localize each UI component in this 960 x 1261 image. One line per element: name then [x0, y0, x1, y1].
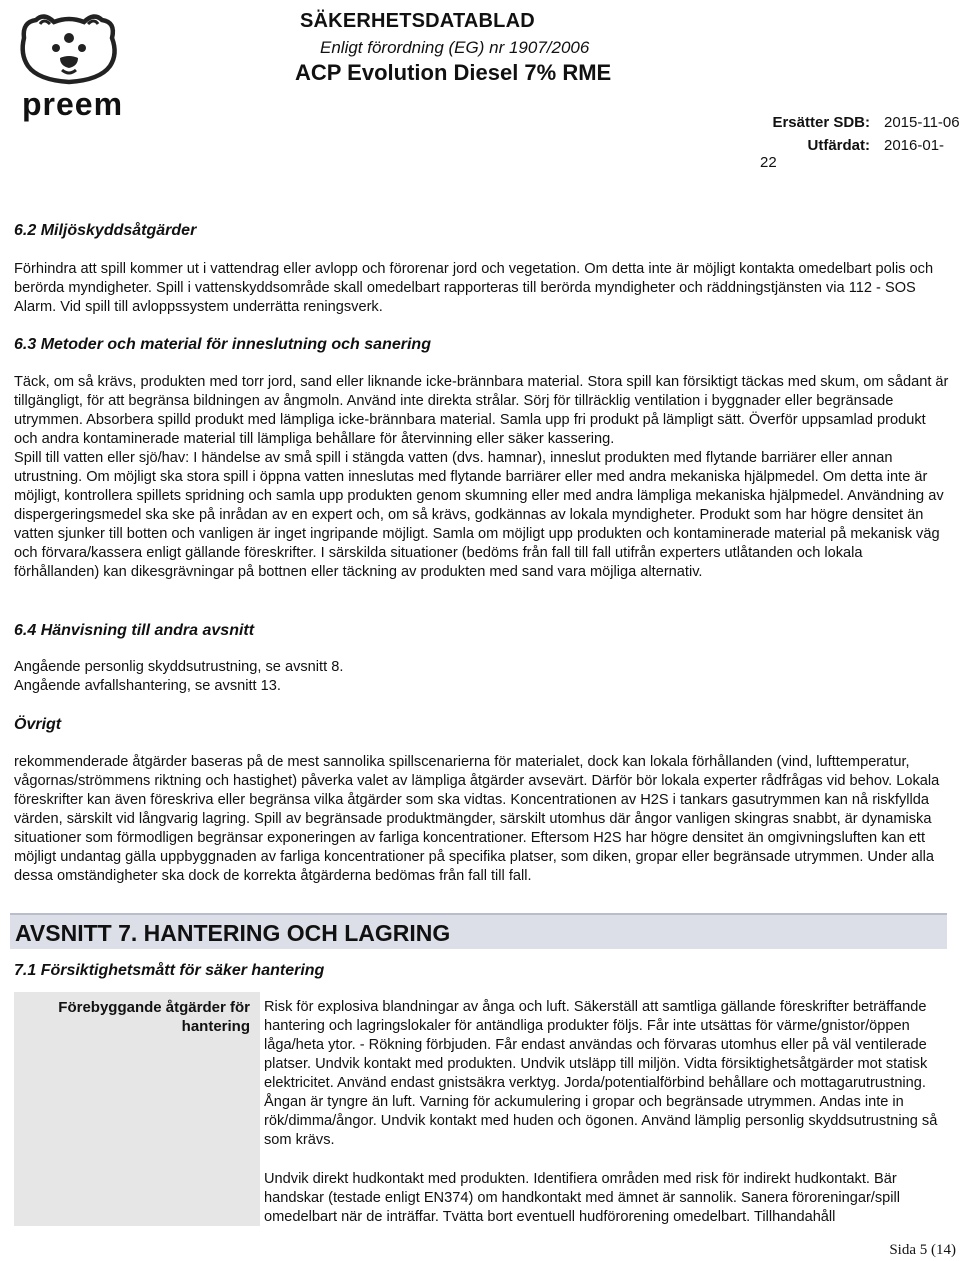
paragraph-6-3-a: Täck, om så krävs, produkten med torr jord, sand eller liknande icke-brännbara material. Stora spill kan försiktigt täckas med skum, om sådant är tillgängligt, för att begränsa bildningen av ångmoln. Använd inte direkta strålar. Sörj för tillräcklig ventilation i byggnader eller begränsade utrymmen. Absorbera spilld produkt med lämpliga icke-brännbara material. Samla upp fri produkt på lämpligt sätt. Överför uppsamlad produkt och andra kontaminerade material till lämpliga behållare för återvinning eller säker kassering. — [14, 374, 949, 447]
regulation-subtitle: Enligt förordning (EG) nr 1907/2006 — [320, 38, 590, 57]
heading-6-4: 6.4 Hänvisning till andra avsnitt — [14, 622, 255, 639]
heading-6-3: 6.3 Metoder och material för inneslutning och sanering — [14, 336, 431, 353]
page-number: Sida 5 (14) — [889, 1242, 956, 1258]
heading-6-2: 6.2 Miljöskyddsåtgärder — [14, 222, 197, 239]
replaces-row — [760, 114, 960, 131]
table-label-cell — [14, 992, 260, 1226]
section-7-banner — [10, 913, 947, 949]
paragraph-ovrigt: rekommenderade åtgärder baseras på de mest sannolika spillscenarierna för materialet, dock kan lokala förhållanden (vind, lufttemperatur, vågornas/strömmens riktning och hastighet) påverka valet av lämpliga åtgärder avsevärt. Därför bör lokala experter rådfrågas vid behov. Lokala föreskrifter kan även föreskriva eller begränsa vilka åtgärder som ska vidtas. Koncentrationen av H2S i tankars gasutrymmen kan nå riskfyllda värden, särskilt vid långvarig lagring. Spill av begränsade produktmängder, särskilt utomhus där ångor vanligen skingras snabbt, är dynamiska situationer som förmodligen begränsar exponeringen av farliga koncentrationer. Eftersom H2S har högre densitet än omgivningsluften kan ett möjligt undantag gälla uppbyggnaden av farliga koncentrationer på specifika platser, som diken, gropar eller begränsade utrymmen. Under alla dessa omständigheter ska dock de korrekta åtgärderna bedömas från fall till fall. — [14, 754, 940, 884]
heading-7-1: 7.1 Försiktighetsmått för säker hantering — [14, 962, 325, 979]
paragraph-6-2: Förhindra att spill kommer ut i vattendrag eller avlopp och förorenar jord och vegetation. Om detta inte är möjligt kontakta omedelbart polis och berörda myndigheter. Spill i vattenskyddsområde skall omedelbart rapporteras till berörda myndigheter och räddningstjänsten via 112 - SOS Alarm. Vid spill till avloppssystem underrätta reningsverk. — [14, 261, 934, 315]
handling-text-1: Risk för explosiva blandningar av ånga och luft. Säkerställ att samtliga gällande föreskrifter beträffande hantering och lagringslokaler för antändliga produkter följs. Får inte utsättas för värme/gnistor/öppen låga/heta ytor. - Rökning förbjuden. Får endast användas och förvaras utomhus eller på väl ventilerade platser. Undvik kontakt med produkten. Undvik utsläpp till miljön. Vidta försiktighetsåtgärder mot statisk elektricitet. Använd endast gnistsäkra verktyg. Jorda/potentialförbind behållare och mottagarutrustning. Ångan är tyngre än luft. Varning för ackumulering i gropar och begränsade utrymmen. Andas inte in rök/dimma/ångor. Undvik kontakt med huden och ögonen. Använd lämplig personlig skyddsutrustning så som krävs. — [264, 999, 938, 1148]
paragraph-6-3-b: Spill till vatten eller sjö/hav: I händelse av små spill i stängda vatten (dvs. hamnar), inneslut produkten med flytande barriärer eller annan utrustning. Om möjligt ska stora spill i öppna vatten inneslutas med flytande barriärer eller med andra mekaniska hjälpmedel. Om detta inte är möjligt, kontrollera spillets spridning och samla upp produkten genom skumning eller med andra lämpliga mekaniska hjälpmedel. Användning av dispergeringsmedel ska ske på inrådan av en expert och, om så krävs, godkännas av lokala myndigheter. Produkt som har högre densitet än vatten sjunker till botten och vanligen är inget ingripande möjligt. Samla om möjligt upp produkten och kontaminerade material på mekanisk väg och förvara/kassera enligt gällande föreskrifter. I särskilda situationer (bedöms från fall till fall utifrån experters utlåtanden och lokala förhållanden) kan dikesgrävningar på bottnen eller täckning av produkten med sand vara möjliga alternativ. — [14, 450, 944, 580]
preem-logo — [14, 8, 124, 120]
document-title: SÄKERHETSDATABLAD — [300, 10, 535, 32]
handling-text-2: Undvik direkt hudkontakt med produkten. Identifiera områden med risk för indirekt hudkontakt. Bär handskar (testade enligt EN374) om handkontakt med ämnet är sannolik. Sanera föroreningar/spill omedelbart när de inträffar. Tvätta bort eventuell hudförorening omedelbart. Tillhandahåll — [264, 1171, 900, 1225]
issued-date: 2016-01-22 — [760, 137, 945, 171]
logo-wordmark: preem — [22, 86, 124, 122]
product-name: ACP Evolution Diesel 7% RME — [295, 60, 612, 85]
issued-row — [760, 137, 960, 171]
section-7-title: AVSNITT 7. HANTERING OCH LAGRING — [15, 920, 451, 946]
replaces-label: Ersätter SDB: — [772, 114, 870, 131]
replaces-date: 2015-11-06 — [884, 114, 960, 131]
issued-label: Utfärdat: — [807, 137, 870, 154]
heading-ovrigt: Övrigt — [14, 716, 62, 733]
reference-waste: Angående avfallshantering, se avsnitt 13. — [14, 678, 281, 694]
reference-ppe: Angående personlig skyddsutrustning, se avsnitt 8. — [14, 659, 344, 675]
label-preventive-measures: Förebyggande åtgärder för hantering — [58, 999, 250, 1035]
